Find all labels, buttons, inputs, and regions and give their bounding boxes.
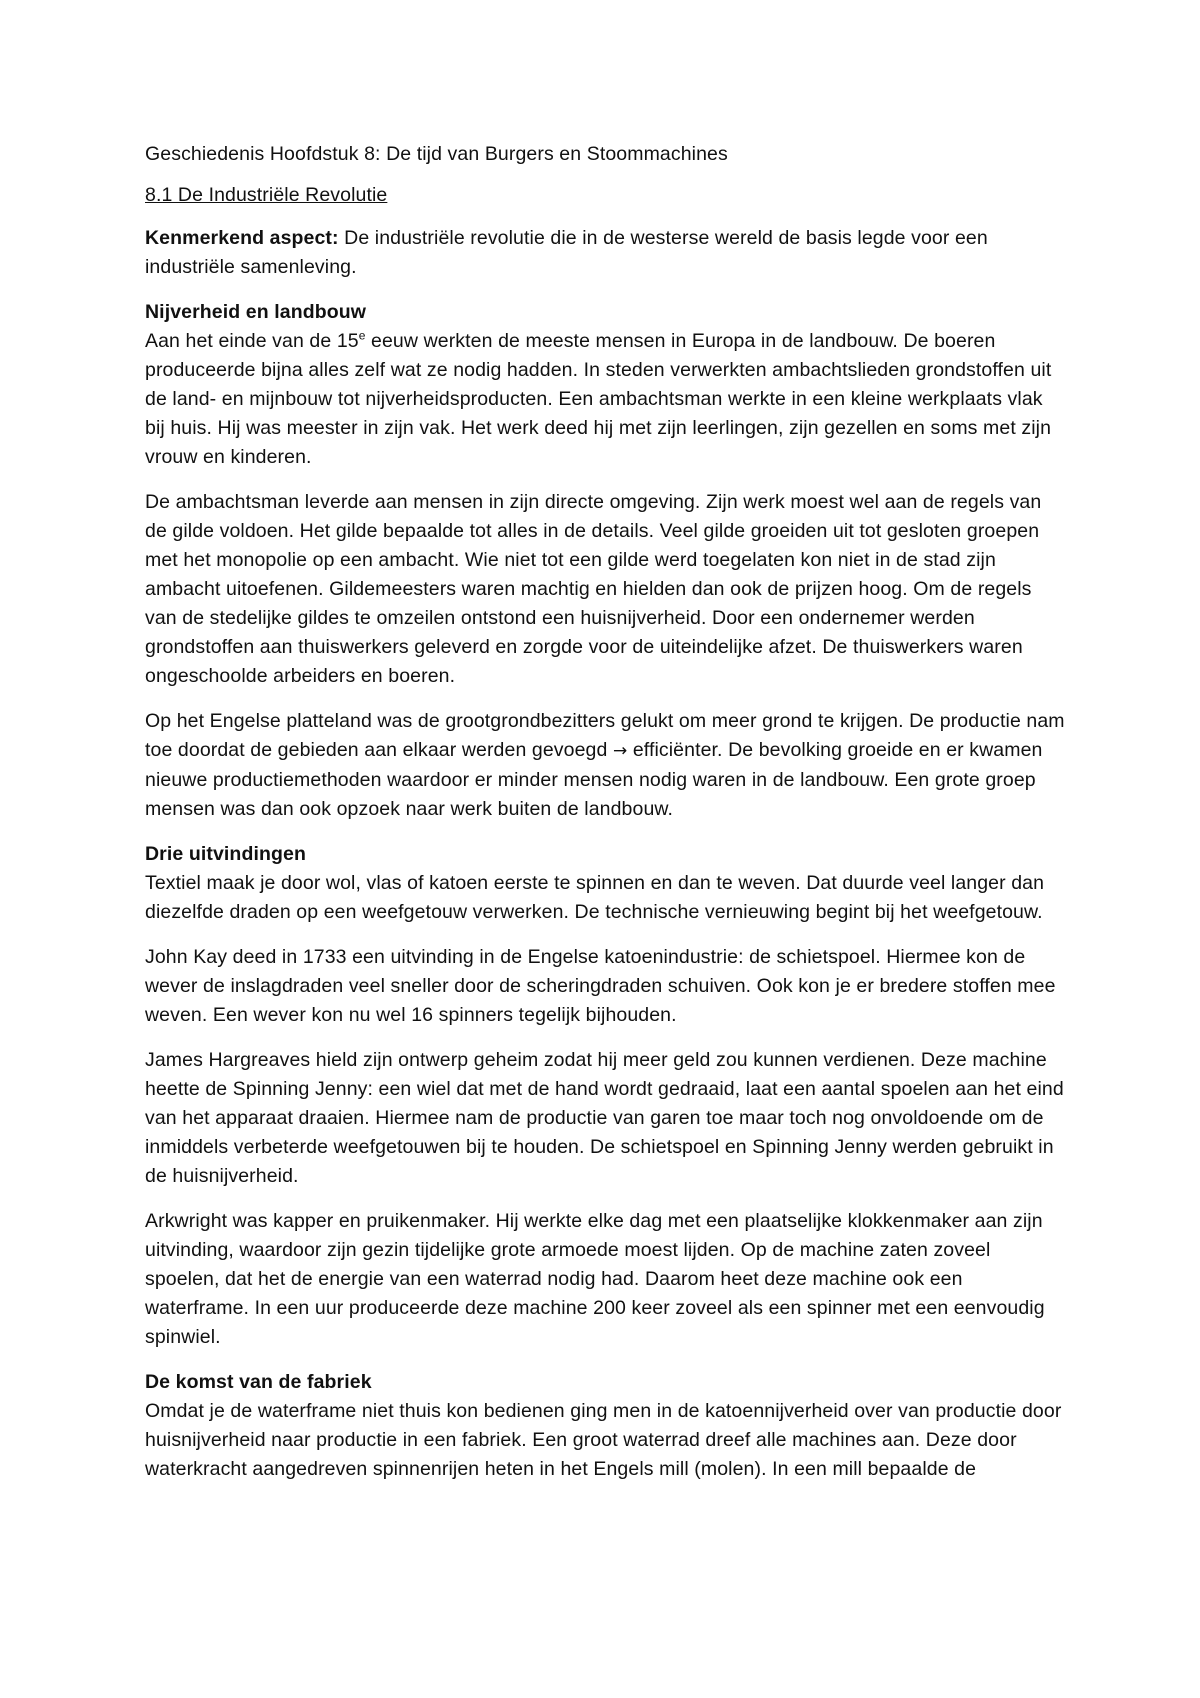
superscript: e: [358, 328, 366, 343]
paragraph: John Kay deed in 1733 een uitvinding in de Engelse katoenindustrie: de schietspoel. Hiermee kon de wever de inslagdraden veel sneller door de scheringdraden schuiven. Ook kon je er bredere stoffen mee weven. Een wever kon nu wel 16 spinners tegelijk bijhouden.: [145, 946, 1056, 1026]
paragraph-text: Textiel maak je door wol, vlas of katoen eerste te spinnen en dan te weven. Dat duurde veel langer dan diezelfde draden op een weefgetouw verwerken. De technische vernieuwing begint bij het weefgetouw.: [145, 872, 1045, 923]
heading-nijverheid: Nijverheid en landbouw: [145, 301, 367, 323]
kenmerkend-label: Kenmerkend aspect:: [145, 227, 339, 249]
section-heading: 8.1 De Industriële Revolutie: [145, 184, 388, 206]
paragraph-text: efficiënter. De bevolking groeide en er kwamen nieuwe productiemethoden waardoor er minder mensen nodig waren in de landbouw. Een grote groep mensen was dan ook opzoek naar werk buiten de landbouw.: [145, 739, 1043, 820]
kenmerkend-text: De industriële revolutie die in de westerse wereld de basis legde voor een industriële samenleving.: [145, 227, 988, 278]
kenmerkend-aspect-paragraph: [145, 224, 1065, 282]
paragraph-text: Aan het einde van de 15: [145, 330, 359, 352]
paragraph-text: eeuw werkten de meeste mensen in Europa in de landbouw. De boeren produceerde bijna alles zelf wat ze nodig hadden. In steden verwerkten ambachtslieden grondstoffen uit de land- en mijnbouw tot nijverheidsproducten. Een ambachtsman werkte in een kleine werkplaats vlak bij huis. Hij was meester in zijn vak. Het werk deed hij met zijn leerlingen, zijn gezellen en soms met zijn vrouw en kinderen.: [145, 330, 1052, 468]
document-title: Geschiedenis Hoofdstuk 8: De tijd van Burgers en Stoommachines: [145, 143, 728, 165]
fabriek-section: [145, 1368, 1065, 1484]
arrow-right-icon: →: [612, 741, 628, 761]
paragraph-text: Op het Engelse platteland was de grootgrondbezitters gelukt om meer grond te krijgen. De productie nam toe doordat de gebieden aan elkaar werden gevoegd: [145, 710, 1065, 761]
nijverheid-section: [145, 298, 1065, 472]
heading-drie-uitvindingen: Drie uitvindingen: [145, 843, 306, 865]
paragraph: [145, 707, 1065, 824]
paragraph: Arkwright was kapper en pruikenmaker. Hij werkte elke dag met een plaatselijke klokkenmaker aan zijn uitvinding, waardoor zijn gezin tijdelijke grote armoede moest lijden. Op de machine zaten zoveel spoelen, dat het de energie van een waterrad nodig had. Daarom heet deze machine ook een waterframe. In een uur produceerde deze machine 200 keer zoveel als een spinner met een eenvoudig spinwiel.: [145, 1210, 1045, 1348]
heading-fabriek: De komst van de fabriek: [145, 1371, 372, 1393]
paragraph: De ambachtsman leverde aan mensen in zijn directe omgeving. Zijn werk moest wel aan de regels van de gilde voldoen. Het gilde bepaalde tot alles in de details. Veel gilde groeiden uit tot gesloten groepen met het monopolie op een ambacht. Wie niet tot een gilde werd toegelaten kon niet in de stad zijn ambacht uitoefenen. Gildemeesters waren machtig en hielden dan ook de prijzen hoog. Om de regels van de stedelijke gildes te omzeilen ontstond een huisnijverheid. Door een ondernemer werden grondstoffen aan thuiswerkers geleverd en zorgde voor de uiteindelijke afzet. De thuiswerkers waren ongeschoolde arbeiders en boeren.: [145, 491, 1042, 687]
paragraph: James Hargreaves hield zijn ontwerp geheim zodat hij meer geld zou kunnen verdienen. Deze machine heette de Spinning Jenny: een wiel dat met de hand wordt gedraaid, laat een aantal spoelen aan het eind van het apparaat draaien. Hiermee nam de productie van garen toe maar toch nog onvoldoende om de inmiddels verbeterde weefgetouwen bij te houden. De schietspoel en Spinning Jenny werden gebruikt in de huisnijverheid.: [145, 1049, 1064, 1187]
paragraph-text: Omdat je de waterframe niet thuis kon bedienen ging men in de katoennijverheid over van productie door huisnijverheid naar productie in een fabriek. Een groot waterrad dreef alle machines aan. Deze door waterkracht aangedreven spinnenrijen heten in het Engels mill (molen). In een mill bepaalde de: [145, 1400, 1062, 1480]
drie-uitvindingen-section: [145, 840, 1065, 927]
document-page: [145, 140, 1065, 1500]
